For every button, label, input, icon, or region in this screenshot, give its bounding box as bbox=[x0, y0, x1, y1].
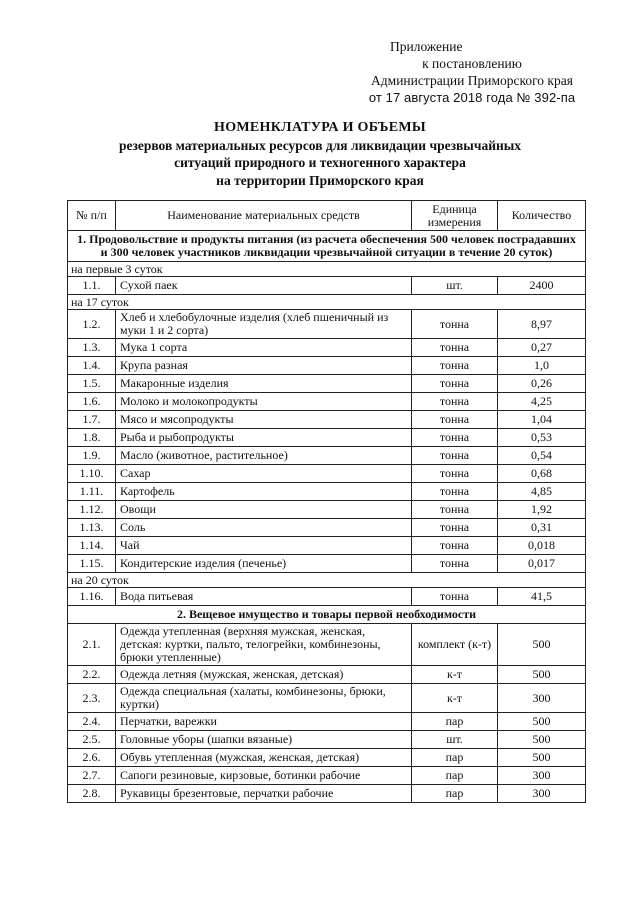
row-unit: к-т bbox=[412, 666, 498, 684]
row-name: Мясо и мясопродукты bbox=[116, 411, 412, 429]
row-quantity: 1,92 bbox=[498, 501, 586, 519]
table-row bbox=[68, 411, 586, 429]
row-unit: пар bbox=[412, 713, 498, 731]
table-row bbox=[68, 684, 586, 713]
row-number: 2.1. bbox=[68, 624, 116, 666]
table-row bbox=[68, 483, 586, 501]
section-heading-clothing-text: 2. Вещевое имущество и товары первой необходимости bbox=[68, 606, 586, 624]
row-name: Сапоги резиновые, кирзовые, ботинки рабочие bbox=[116, 767, 412, 785]
table-row bbox=[68, 375, 586, 393]
row-number: 2.2. bbox=[68, 666, 116, 684]
table-header-row bbox=[68, 201, 586, 231]
section-heading-food bbox=[68, 231, 586, 262]
row-unit: тонна bbox=[412, 501, 498, 519]
table-body bbox=[68, 231, 586, 803]
appendix-authority: Администрации Приморского края bbox=[371, 73, 573, 88]
table-row bbox=[68, 785, 586, 803]
row-quantity: 0,018 bbox=[498, 537, 586, 555]
row-unit: тонна bbox=[412, 375, 498, 393]
header-qty: Количество bbox=[498, 201, 586, 231]
section-heading-clothing bbox=[68, 606, 586, 624]
row-quantity: 500 bbox=[498, 731, 586, 749]
row-number: 1.11. bbox=[68, 483, 116, 501]
nomenclature-table bbox=[67, 200, 586, 803]
row-quantity: 500 bbox=[498, 624, 586, 666]
row-name: Вода питьевая bbox=[116, 588, 412, 606]
header-name: Наименование материальных средств bbox=[116, 201, 412, 231]
row-unit: шт. bbox=[412, 277, 498, 295]
row-name: Молоко и молокопродукты bbox=[116, 393, 412, 411]
row-unit: тонна bbox=[412, 519, 498, 537]
row-quantity: 4,85 bbox=[498, 483, 586, 501]
row-number: 1.9. bbox=[68, 447, 116, 465]
row-number: 2.8. bbox=[68, 785, 116, 803]
row-quantity: 8,97 bbox=[498, 310, 586, 339]
row-quantity: 41,5 bbox=[498, 588, 586, 606]
row-name: Головные уборы (шапки вязаные) bbox=[116, 731, 412, 749]
row-quantity: 4,25 bbox=[498, 393, 586, 411]
row-number: 2.4. bbox=[68, 713, 116, 731]
title-line-3: на территории Приморского края bbox=[216, 172, 424, 188]
row-name: Крупа разная bbox=[116, 357, 412, 375]
row-number: 1.10. bbox=[68, 465, 116, 483]
appendix-block bbox=[352, 38, 592, 106]
row-name: Мука 1 сорта bbox=[116, 339, 412, 357]
row-name: Сухой паек bbox=[116, 277, 412, 295]
table-row bbox=[68, 666, 586, 684]
period-20-days bbox=[68, 573, 586, 588]
document-title bbox=[70, 119, 570, 189]
table-row bbox=[68, 310, 586, 339]
row-name: Картофель bbox=[116, 483, 412, 501]
row-number: 1.14. bbox=[68, 537, 116, 555]
row-name: Перчатки, варежки bbox=[116, 713, 412, 731]
row-name: Сахар bbox=[116, 465, 412, 483]
section-heading-food-text: 1. Продовольствие и продукты питания (из расчета обеспечения 500 человек пострадавших и 300 человек участников ликвидации чрезвычайной ситуации в течение 20 суток) bbox=[68, 231, 586, 262]
row-unit: тонна bbox=[412, 537, 498, 555]
row-number: 2.5. bbox=[68, 731, 116, 749]
row-name: Рыба и рыбопродукты bbox=[116, 429, 412, 447]
table-row bbox=[68, 429, 586, 447]
row-name: Одежда летняя (мужская, женская, детская) bbox=[116, 666, 412, 684]
row-name: Обувь утепленная (мужская, женская, детская) bbox=[116, 749, 412, 767]
row-unit: тонна bbox=[412, 429, 498, 447]
row-unit: тонна bbox=[412, 393, 498, 411]
row-unit: комплект (к-т) bbox=[412, 624, 498, 666]
row-quantity: 2400 bbox=[498, 277, 586, 295]
header-num: № п/п bbox=[68, 201, 116, 231]
row-quantity: 0,54 bbox=[498, 447, 586, 465]
row-name: Одежда специальная (халаты, комбинезоны, брюки, куртки) bbox=[116, 684, 412, 713]
row-quantity: 500 bbox=[498, 749, 586, 767]
row-quantity: 0,26 bbox=[498, 375, 586, 393]
row-number: 1.3. bbox=[68, 339, 116, 357]
row-quantity: 500 bbox=[498, 713, 586, 731]
title-line-2: ситуаций природного и техногенного характера bbox=[174, 155, 466, 170]
table-row bbox=[68, 501, 586, 519]
row-number: 1.13. bbox=[68, 519, 116, 537]
row-unit: тонна bbox=[412, 465, 498, 483]
appendix-reference: к постановлению bbox=[422, 56, 522, 71]
table-row bbox=[68, 749, 586, 767]
period-17-days bbox=[68, 295, 586, 310]
header-unit: Единица измерения bbox=[412, 201, 498, 231]
row-number: 1.7. bbox=[68, 411, 116, 429]
row-name: Рукавицы брезентовые, перчатки рабочие bbox=[116, 785, 412, 803]
table-row bbox=[68, 731, 586, 749]
row-quantity: 300 bbox=[498, 684, 586, 713]
row-unit: тонна bbox=[412, 483, 498, 501]
row-name: Овощи bbox=[116, 501, 412, 519]
table-row bbox=[68, 555, 586, 573]
row-number: 1.4. bbox=[68, 357, 116, 375]
appendix-date-number: от 17 августа 2018 года № 392-па bbox=[368, 90, 576, 105]
row-quantity: 0,27 bbox=[498, 339, 586, 357]
row-unit: тонна bbox=[412, 310, 498, 339]
table-row bbox=[68, 447, 586, 465]
period-first-3-days-text: на первые 3 суток bbox=[68, 262, 586, 277]
period-20-days-text: на 20 суток bbox=[68, 573, 586, 588]
period-17-days-text: на 17 суток bbox=[68, 295, 586, 310]
table-row bbox=[68, 277, 586, 295]
row-quantity: 1,0 bbox=[498, 357, 586, 375]
row-number: 1.2. bbox=[68, 310, 116, 339]
row-unit: тонна bbox=[412, 588, 498, 606]
row-name: Хлеб и хлебобулочные изделия (хлеб пшеничный из муки 1 и 2 сорта) bbox=[116, 310, 412, 339]
table-row bbox=[68, 713, 586, 731]
row-number: 2.3. bbox=[68, 684, 116, 713]
row-quantity: 0,017 bbox=[498, 555, 586, 573]
table-row bbox=[68, 465, 586, 483]
row-unit: тонна bbox=[412, 447, 498, 465]
row-number: 1.15. bbox=[68, 555, 116, 573]
row-number: 2.7. bbox=[68, 767, 116, 785]
row-name: Одежда утепленная (верхняя мужская, женская, детская: куртки, пальто, телогрейки, комбинезоны, брюки утепленные) bbox=[116, 624, 412, 666]
row-unit: шт. bbox=[412, 731, 498, 749]
table-row bbox=[68, 519, 586, 537]
row-number: 1.1. bbox=[68, 277, 116, 295]
row-name: Кондитерские изделия (печенье) bbox=[116, 555, 412, 573]
row-quantity: 300 bbox=[498, 767, 586, 785]
table-row bbox=[68, 624, 586, 666]
row-quantity: 0,68 bbox=[498, 465, 586, 483]
row-quantity: 500 bbox=[498, 666, 586, 684]
table-row bbox=[68, 588, 586, 606]
row-number: 1.12. bbox=[68, 501, 116, 519]
row-name: Соль bbox=[116, 519, 412, 537]
row-number: 2.6. bbox=[68, 749, 116, 767]
row-unit: к-т bbox=[412, 684, 498, 713]
row-unit: пар bbox=[412, 767, 498, 785]
row-name: Макаронные изделия bbox=[116, 375, 412, 393]
row-unit: тонна bbox=[412, 339, 498, 357]
appendix-label: Приложение bbox=[390, 39, 463, 54]
row-quantity: 0,53 bbox=[498, 429, 586, 447]
row-quantity: 1,04 bbox=[498, 411, 586, 429]
title-main: НОМЕНКЛАТУРА И ОБЪЕМЫ bbox=[214, 120, 426, 135]
row-number: 1.6. bbox=[68, 393, 116, 411]
table-row bbox=[68, 357, 586, 375]
title-line-1: резервов материальных ресурсов для ликвидации чрезвычайных bbox=[118, 137, 522, 153]
row-number: 1.16. bbox=[68, 588, 116, 606]
table-row bbox=[68, 767, 586, 785]
row-quantity: 300 bbox=[498, 785, 586, 803]
row-number: 1.5. bbox=[68, 375, 116, 393]
row-unit: пар bbox=[412, 749, 498, 767]
row-name: Чай bbox=[116, 537, 412, 555]
row-number: 1.8. bbox=[68, 429, 116, 447]
row-quantity: 0,31 bbox=[498, 519, 586, 537]
row-unit: пар bbox=[412, 785, 498, 803]
table-row bbox=[68, 339, 586, 357]
period-first-3-days bbox=[68, 262, 586, 277]
table-row bbox=[68, 537, 586, 555]
row-name: Масло (животное, растительное) bbox=[116, 447, 412, 465]
row-unit: тонна bbox=[412, 411, 498, 429]
row-unit: тонна bbox=[412, 555, 498, 573]
table-row bbox=[68, 393, 586, 411]
row-unit: тонна bbox=[412, 357, 498, 375]
